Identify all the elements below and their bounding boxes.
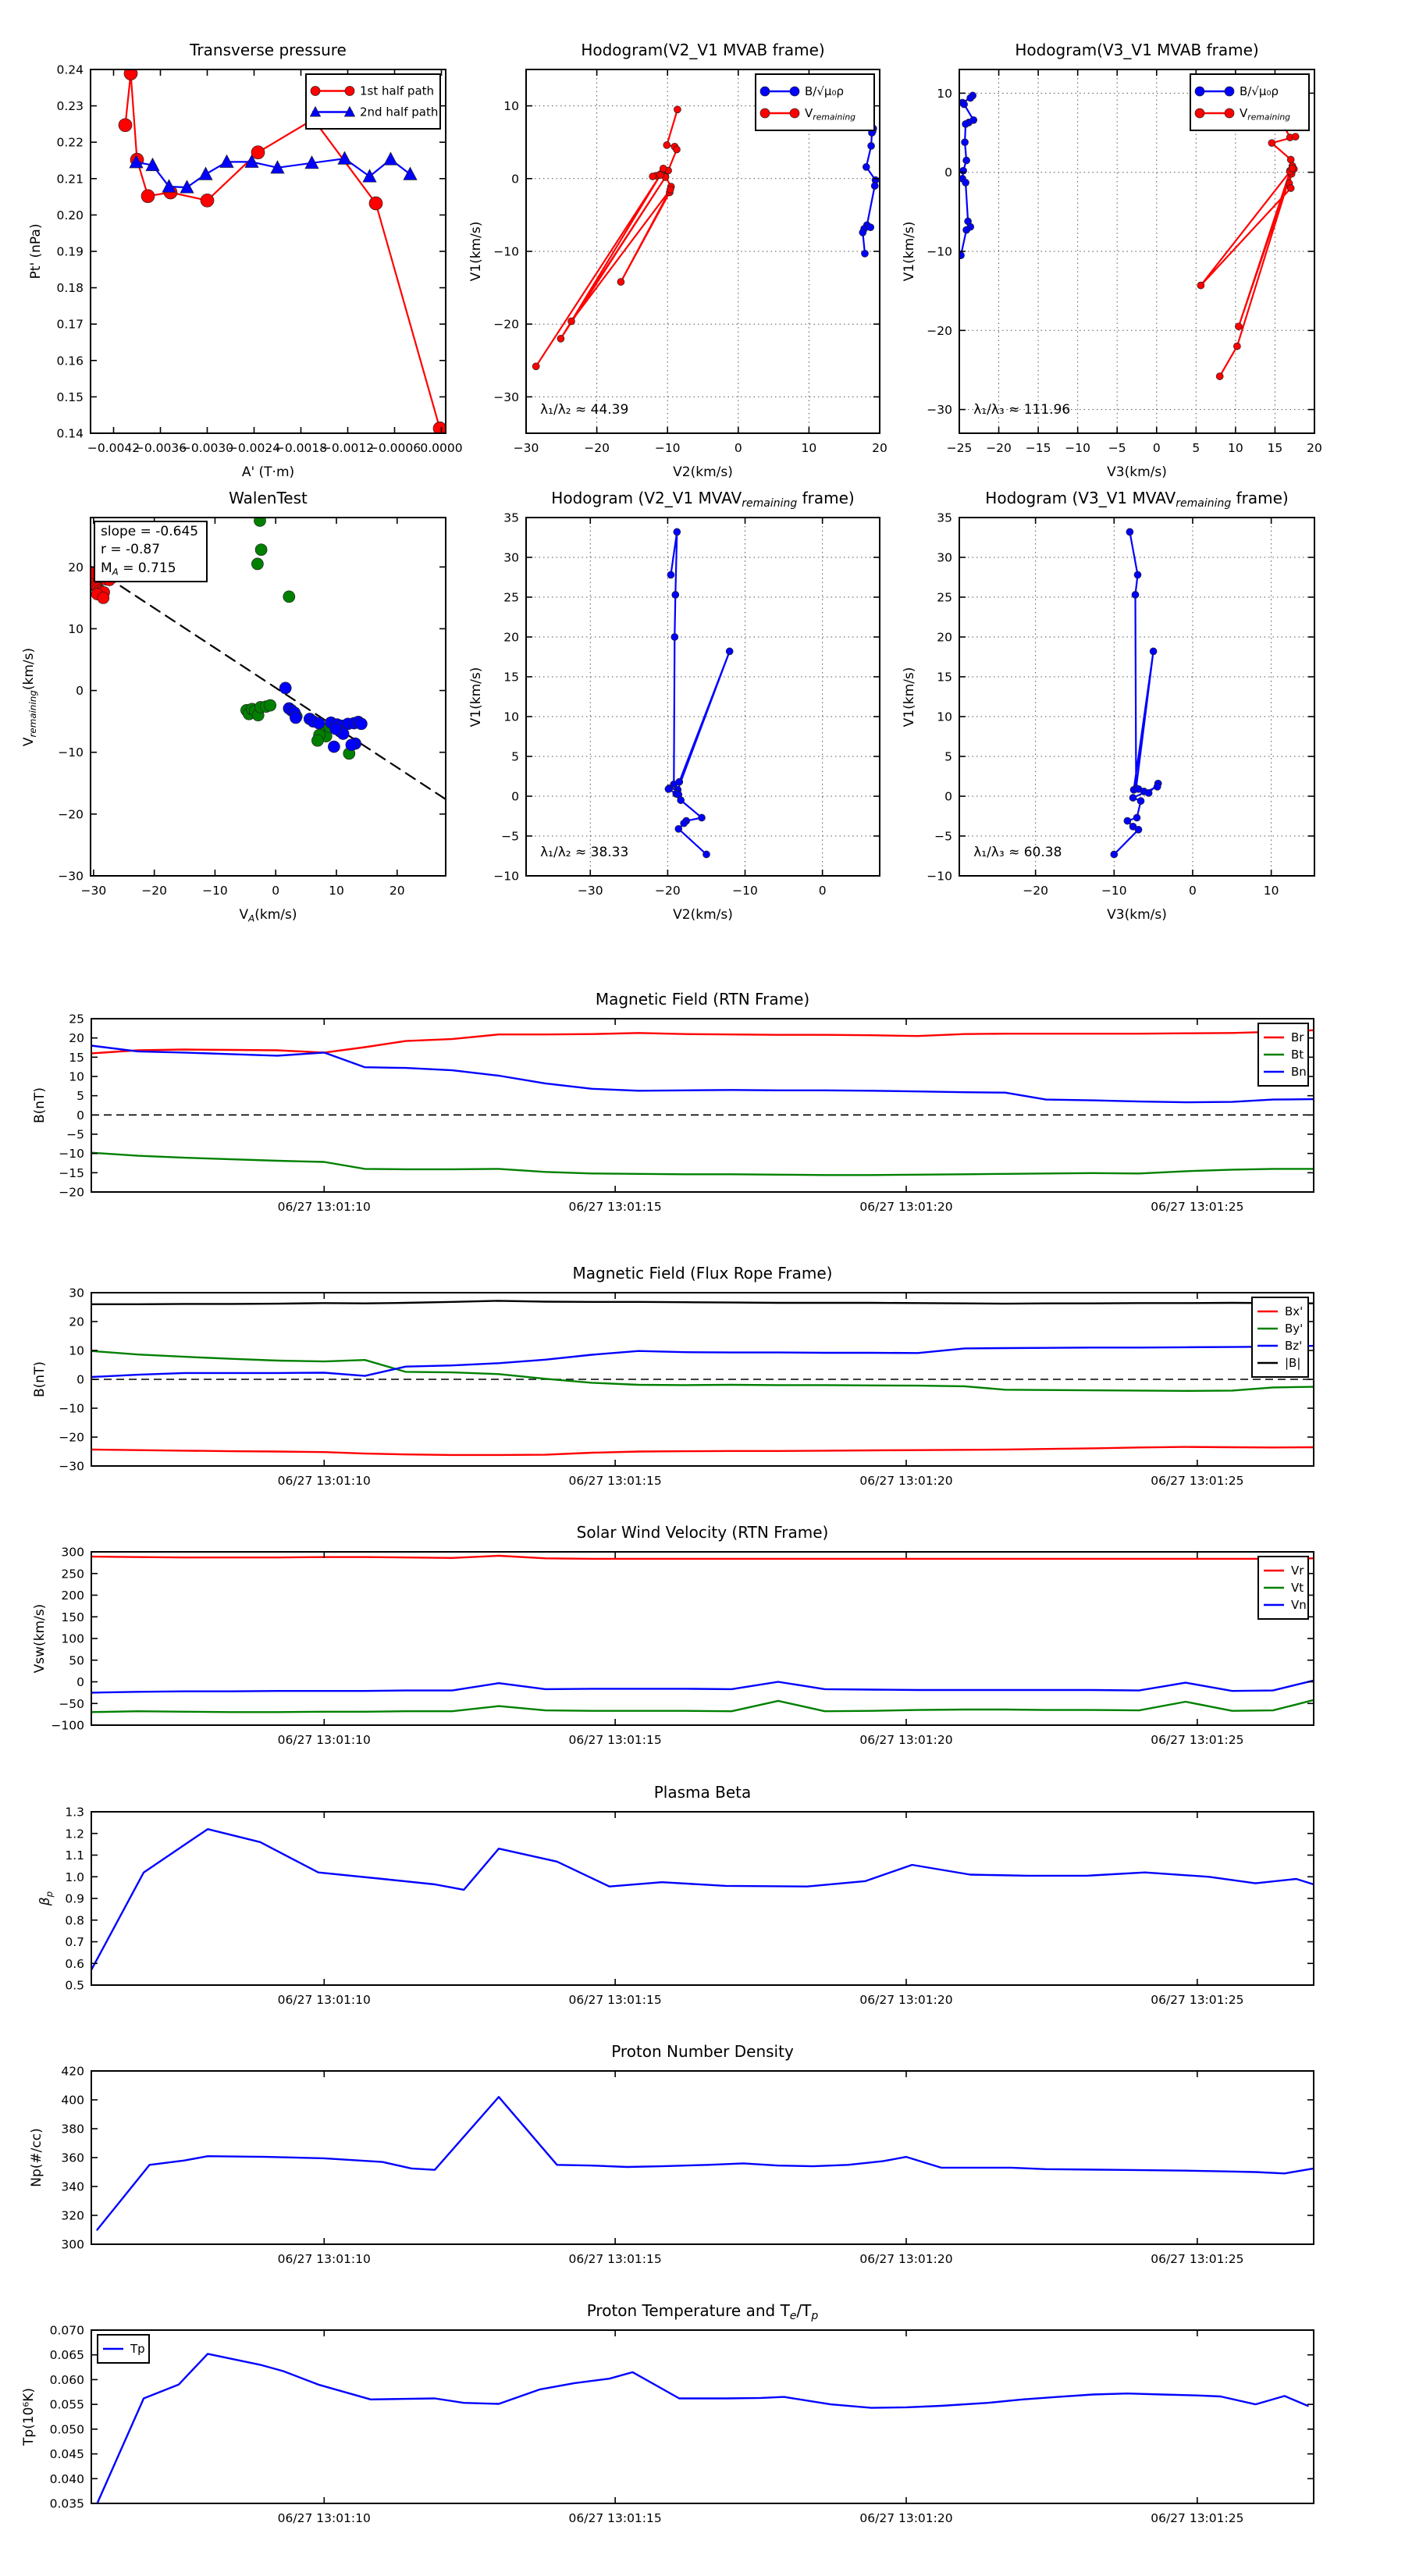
svg-text:−50: −50 bbox=[59, 1696, 84, 1711]
svg-text:35: 35 bbox=[937, 511, 952, 525]
svg-text:06/27 13:01:20: 06/27 13:01:20 bbox=[859, 2252, 953, 2266]
y-axis-label: Np(#/cc) bbox=[29, 2128, 44, 2187]
svg-text:340: 340 bbox=[61, 2179, 84, 2194]
svg-text:−10: −10 bbox=[493, 244, 519, 259]
svg-text:0.16: 0.16 bbox=[56, 354, 84, 368]
svg-text:0.035: 0.035 bbox=[49, 2496, 84, 2511]
plot-2 bbox=[927, 69, 1322, 455]
svg-text:0.9: 0.9 bbox=[65, 1891, 84, 1906]
svg-text:−10: −10 bbox=[654, 441, 681, 455]
svg-text:−25: −25 bbox=[946, 441, 973, 455]
svg-text:0.040: 0.040 bbox=[49, 2471, 84, 2486]
svg-text:0: 0 bbox=[511, 172, 519, 187]
svg-text:0.5: 0.5 bbox=[65, 1978, 84, 1993]
svg-text:−0.0042: −0.0042 bbox=[87, 441, 140, 455]
x-axis-label: A' (T·m) bbox=[241, 464, 295, 480]
plot-title-solar-wind-velocity: Solar Wind Velocity (RTN Frame) bbox=[576, 1523, 829, 1542]
svg-text:−0.0024: −0.0024 bbox=[227, 441, 281, 455]
svg-text:−20: −20 bbox=[141, 884, 168, 898]
svg-text:10: 10 bbox=[937, 710, 952, 724]
y-axis-label: Tp(10⁶K) bbox=[21, 2387, 37, 2446]
svg-text:0.7: 0.7 bbox=[65, 1935, 84, 1949]
svg-text:0: 0 bbox=[944, 789, 952, 804]
svg-text:0.045: 0.045 bbox=[49, 2447, 84, 2462]
svg-text:−10: −10 bbox=[58, 745, 84, 760]
svg-text:−30: −30 bbox=[493, 390, 519, 404]
svg-text:25: 25 bbox=[69, 1012, 84, 1026]
svg-text:06/27 13:01:20: 06/27 13:01:20 bbox=[859, 1733, 953, 1747]
svg-text:250: 250 bbox=[61, 1567, 84, 1582]
svg-text:06/27 13:01:25: 06/27 13:01:25 bbox=[1151, 2252, 1244, 2266]
plot-title-magnetic-field-rtn: Magnetic Field (RTN Frame) bbox=[595, 990, 810, 1009]
svg-text:06/27 13:01:20: 06/27 13:01:20 bbox=[859, 2511, 953, 2525]
svg-text:1.3: 1.3 bbox=[65, 1805, 84, 1820]
svg-text:20: 20 bbox=[69, 1315, 84, 1329]
plot-title-hodogram-v2v1-mvab: Hodogram(V2_V1 MVAB frame) bbox=[581, 41, 825, 59]
x-axis-label: V2(km/s) bbox=[673, 464, 733, 480]
svg-text:−100: −100 bbox=[51, 1718, 84, 1733]
svg-text:−30: −30 bbox=[80, 884, 107, 898]
svg-text:−5: −5 bbox=[934, 829, 952, 844]
plot-title-hodogram-v3v1-mvav: Hodogram (V3_V1 $MVAV_{remaining}$ frame) bbox=[985, 489, 1289, 511]
svg-text:10: 10 bbox=[1263, 884, 1279, 898]
plot-10 bbox=[61, 2065, 1314, 2267]
svg-text:−20: −20 bbox=[584, 441, 610, 455]
svg-text:10: 10 bbox=[503, 99, 519, 114]
svg-text:−0.0018: −0.0018 bbox=[274, 441, 328, 455]
svg-text:06/27 13:01:25: 06/27 13:01:25 bbox=[1151, 1733, 1244, 1747]
svg-text:30: 30 bbox=[503, 550, 519, 565]
svg-text:5: 5 bbox=[1192, 441, 1200, 455]
svg-text:Bn: Bn bbox=[1291, 1065, 1307, 1079]
lambda-ratio-annotation: λ₁/λ₂ ≈ 38.33 bbox=[540, 845, 629, 860]
plot-5 bbox=[927, 511, 1314, 898]
svg-text:380: 380 bbox=[61, 2122, 84, 2137]
svg-text:0: 0 bbox=[1152, 441, 1161, 455]
svg-text:06/27 13:01:20: 06/27 13:01:20 bbox=[859, 1993, 953, 2007]
svg-text:15: 15 bbox=[503, 670, 519, 685]
y-axis-label: V1(km/s) bbox=[468, 221, 484, 282]
svg-text:06/27 13:01:20: 06/27 13:01:20 bbox=[859, 1474, 953, 1488]
svg-text:0: 0 bbox=[76, 1108, 84, 1123]
svg-text:−0.0036: −0.0036 bbox=[133, 441, 187, 455]
plot-title-hodogram-v2v1-mvav: Hodogram (V2_V1 $MVAV_{remaining}$ frame) bbox=[551, 489, 855, 511]
svg-text:Vremaining: $V_{remaining}$ bbox=[1240, 106, 1291, 123]
svg-text:−10: −10 bbox=[59, 1401, 84, 1416]
svg-text:−30: −30 bbox=[577, 884, 603, 898]
walen-stats-box bbox=[94, 521, 208, 582]
svg-text:06/27 13:01:10: 06/27 13:01:10 bbox=[277, 1733, 371, 1747]
svg-text:0.065: 0.065 bbox=[49, 2348, 84, 2363]
svg-text:Vn: Vn bbox=[1291, 1598, 1307, 1612]
svg-text:0: 0 bbox=[511, 789, 519, 804]
svg-text:15: 15 bbox=[69, 1050, 84, 1065]
svg-text:0: 0 bbox=[272, 884, 280, 898]
svg-text:0: 0 bbox=[1189, 884, 1197, 898]
svg-text:0: 0 bbox=[818, 884, 827, 898]
svg-text:−10: −10 bbox=[202, 884, 228, 898]
svg-text:06/27 13:01:25: 06/27 13:01:25 bbox=[1151, 1474, 1244, 1488]
svg-text:−0.0006: −0.0006 bbox=[368, 441, 422, 455]
y-axis-label: $V_{remaining}(km/s)$ bbox=[21, 647, 38, 746]
svg-text:06/27 13:01:15: 06/27 13:01:15 bbox=[568, 1733, 662, 1747]
svg-text:420: 420 bbox=[61, 2064, 84, 2079]
svg-text:0.6: 0.6 bbox=[65, 1956, 84, 1971]
svg-text:−20: −20 bbox=[927, 323, 952, 338]
svg-text:−10: −10 bbox=[1065, 441, 1091, 455]
svg-text:−10: −10 bbox=[927, 244, 952, 259]
svg-text:0.0000: 0.0000 bbox=[420, 441, 463, 455]
svg-text:0.17: 0.17 bbox=[56, 317, 84, 332]
plot-title-plasma-beta: Plasma Beta bbox=[653, 1783, 752, 1802]
svg-text:1.2: 1.2 bbox=[65, 1827, 84, 1841]
svg-text:15: 15 bbox=[937, 670, 952, 685]
svg-text:−5: −5 bbox=[1108, 441, 1126, 455]
plot-title-transverse-pressure: Transverse pressure bbox=[190, 41, 347, 59]
walen-r: r = -0.87 bbox=[101, 542, 161, 558]
svg-text:300: 300 bbox=[61, 2237, 84, 2252]
plot-7 bbox=[59, 1286, 1314, 1489]
svg-text:Vr: Vr bbox=[1291, 1564, 1304, 1578]
svg-text:10: 10 bbox=[69, 1343, 84, 1358]
x-axis-label: V3(km/s) bbox=[1107, 907, 1167, 923]
svg-text:20: 20 bbox=[389, 884, 405, 898]
plot-11 bbox=[50, 2324, 1314, 2526]
svg-text:−20: −20 bbox=[986, 441, 1012, 455]
svg-text:360: 360 bbox=[61, 2151, 84, 2165]
svg-text:06/27 13:01:25: 06/27 13:01:25 bbox=[1151, 1993, 1244, 2007]
svg-text:−10: −10 bbox=[732, 884, 758, 898]
plot-title-magnetic-field-flux-rope: Magnetic Field (Flux Rope Frame) bbox=[572, 1264, 833, 1283]
svg-text:Bz': Bz' bbox=[1285, 1339, 1303, 1353]
svg-text:300: 300 bbox=[61, 1545, 84, 1560]
svg-text:35: 35 bbox=[503, 511, 519, 525]
svg-text:150: 150 bbox=[61, 1610, 84, 1624]
svg-text:|B|: |B| bbox=[1285, 1356, 1301, 1370]
svg-text:06/27 13:01:15: 06/27 13:01:15 bbox=[568, 2511, 662, 2525]
svg-text:0.18: 0.18 bbox=[56, 281, 84, 296]
svg-text:0.070: 0.070 bbox=[49, 2323, 84, 2338]
svg-text:0.14: 0.14 bbox=[56, 426, 84, 441]
svg-text:0: 0 bbox=[76, 684, 84, 699]
svg-text:0.15: 0.15 bbox=[56, 390, 84, 404]
svg-text:400: 400 bbox=[61, 2093, 84, 2108]
lambda-ratio-annotation: λ₁/λ₃ ≈ 111.96 bbox=[973, 402, 1071, 418]
y-axis-label: V1(km/s) bbox=[468, 667, 484, 727]
svg-text:−30: −30 bbox=[513, 441, 539, 455]
svg-text:−0.0030: −0.0030 bbox=[180, 441, 234, 455]
svg-text:0.8: 0.8 bbox=[65, 1913, 84, 1928]
svg-text:−20: −20 bbox=[1023, 884, 1049, 898]
svg-text:0.23: 0.23 bbox=[56, 99, 84, 114]
svg-text:0.21: 0.21 bbox=[56, 172, 84, 187]
svg-text:20: 20 bbox=[69, 1031, 84, 1046]
svg-text:0.060: 0.060 bbox=[49, 2372, 84, 2387]
svg-text:5: 5 bbox=[76, 1089, 84, 1104]
svg-text:10: 10 bbox=[329, 884, 344, 898]
svg-text:20: 20 bbox=[1307, 441, 1322, 455]
svg-text:25: 25 bbox=[503, 590, 519, 605]
svg-text:−5: −5 bbox=[66, 1127, 84, 1142]
svg-text:0: 0 bbox=[76, 1372, 84, 1387]
x-axis-label: $V_A(km/s)$ bbox=[239, 907, 297, 924]
svg-text:06/27 13:01:15: 06/27 13:01:15 bbox=[568, 1200, 662, 1214]
svg-text:0: 0 bbox=[76, 1675, 84, 1689]
svg-text:B/√μ₀ρ: B/√μ₀ρ bbox=[1240, 84, 1279, 98]
plot-title-proton-temperature: Proton Temperature and $T_e/T_p$ bbox=[586, 2301, 819, 2323]
plot-6 bbox=[59, 1012, 1314, 1215]
svg-text:0.20: 0.20 bbox=[56, 208, 84, 222]
svg-text:Bt: Bt bbox=[1291, 1048, 1304, 1062]
svg-text:10: 10 bbox=[1228, 441, 1243, 455]
svg-text:1st half path: 1st half path bbox=[360, 84, 435, 98]
svg-text:06/27 13:01:10: 06/27 13:01:10 bbox=[277, 1474, 371, 1488]
plot-4 bbox=[493, 511, 880, 898]
walen-ma: $M_A = 0.715$ bbox=[101, 560, 176, 578]
svg-text:0.19: 0.19 bbox=[56, 244, 84, 259]
svg-text:30: 30 bbox=[69, 1286, 84, 1300]
svg-text:06/27 13:01:20: 06/27 13:01:20 bbox=[859, 1200, 953, 1214]
svg-text:0: 0 bbox=[944, 165, 952, 180]
svg-text:10: 10 bbox=[937, 86, 952, 101]
svg-text:25: 25 bbox=[937, 590, 952, 605]
svg-text:Tp: Tp bbox=[130, 2342, 145, 2356]
svg-text:06/27 13:01:15: 06/27 13:01:15 bbox=[568, 1993, 662, 2007]
svg-text:−0.0012: −0.0012 bbox=[321, 441, 375, 455]
svg-text:06/27 13:01:10: 06/27 13:01:10 bbox=[277, 1993, 371, 2007]
svg-text:10: 10 bbox=[68, 621, 84, 636]
svg-text:1.0: 1.0 bbox=[65, 1870, 84, 1884]
y-axis-label: Vsw(km/s) bbox=[32, 1603, 48, 1674]
svg-text:−30: −30 bbox=[58, 869, 84, 884]
y-axis-label: Pt' (nPa) bbox=[28, 223, 44, 279]
svg-text:20: 20 bbox=[872, 441, 887, 455]
plot-1 bbox=[493, 69, 887, 455]
svg-text:06/27 13:01:15: 06/27 13:01:15 bbox=[568, 1474, 662, 1488]
y-axis-label: B(nT) bbox=[32, 1087, 48, 1124]
x-axis-label: V2(km/s) bbox=[673, 907, 733, 923]
y-axis-label: $\beta_p$ bbox=[37, 1891, 55, 1906]
svg-text:Vremaining: $V_{remaining}$ bbox=[805, 106, 856, 123]
svg-text:−20: −20 bbox=[59, 1430, 84, 1445]
plot-title-walen-test: WalenTest bbox=[229, 489, 308, 507]
svg-text:−20: −20 bbox=[655, 884, 681, 898]
svg-text:−10: −10 bbox=[59, 1147, 84, 1162]
svg-text:−30: −30 bbox=[59, 1459, 84, 1474]
svg-text:10: 10 bbox=[801, 441, 817, 455]
svg-text:10: 10 bbox=[503, 710, 519, 724]
svg-text:−10: −10 bbox=[927, 869, 952, 884]
svg-text:30: 30 bbox=[937, 550, 952, 565]
svg-text:50: 50 bbox=[69, 1653, 84, 1668]
svg-text:−15: −15 bbox=[1025, 441, 1051, 455]
svg-text:−20: −20 bbox=[58, 807, 84, 822]
svg-text:06/27 13:01:10: 06/27 13:01:10 bbox=[277, 2252, 371, 2266]
svg-text:−20: −20 bbox=[493, 317, 519, 332]
svg-text:200: 200 bbox=[61, 1589, 84, 1603]
svg-text:320: 320 bbox=[61, 2208, 84, 2223]
y-axis-label: V1(km/s) bbox=[902, 221, 917, 282]
plot-title-proton-density: Proton Number Density bbox=[611, 2042, 794, 2061]
svg-text:20: 20 bbox=[503, 630, 519, 645]
svg-text:20: 20 bbox=[68, 560, 84, 575]
svg-text:−10: −10 bbox=[493, 869, 519, 884]
svg-text:10: 10 bbox=[69, 1069, 84, 1084]
svg-text:0.22: 0.22 bbox=[56, 135, 84, 150]
svg-text:0.24: 0.24 bbox=[56, 62, 84, 77]
walen-slope: slope = -0.645 bbox=[101, 524, 199, 539]
plot-title-hodogram-v3v1-mvab: Hodogram(V3_V1 MVAB frame) bbox=[1015, 41, 1259, 59]
svg-text:−30: −30 bbox=[927, 403, 952, 418]
svg-text:0.050: 0.050 bbox=[49, 2422, 84, 2437]
svg-text:Bx': Bx' bbox=[1285, 1304, 1304, 1318]
svg-text:−10: −10 bbox=[1101, 884, 1127, 898]
svg-text:15: 15 bbox=[1267, 441, 1283, 455]
svg-text:0: 0 bbox=[734, 441, 742, 455]
svg-text:06/27 13:01:25: 06/27 13:01:25 bbox=[1151, 1200, 1244, 1214]
lambda-ratio-annotation: λ₁/λ₃ ≈ 60.38 bbox=[973, 845, 1062, 860]
svg-text:0.055: 0.055 bbox=[49, 2397, 84, 2412]
svg-text:1.1: 1.1 bbox=[65, 1848, 84, 1863]
svg-text:5: 5 bbox=[944, 749, 952, 764]
svg-text:06/27 13:01:25: 06/27 13:01:25 bbox=[1151, 2511, 1244, 2525]
svg-text:06/27 13:01:15: 06/27 13:01:15 bbox=[568, 2252, 662, 2266]
svg-text:06/27 13:01:10: 06/27 13:01:10 bbox=[277, 2511, 371, 2525]
svg-text:−20: −20 bbox=[59, 1185, 84, 1200]
plot-9 bbox=[65, 1806, 1314, 2008]
svg-text:B/√μ₀ρ: B/√μ₀ρ bbox=[805, 84, 844, 98]
plot-0 bbox=[56, 63, 462, 456]
y-axis-label: B(nT) bbox=[32, 1361, 48, 1398]
plot-8 bbox=[51, 1546, 1314, 1748]
svg-text:By': By' bbox=[1285, 1322, 1304, 1336]
svg-text:−15: −15 bbox=[59, 1165, 84, 1180]
svg-text:100: 100 bbox=[61, 1631, 84, 1646]
x-axis-label: V3(km/s) bbox=[1107, 464, 1167, 480]
svg-text:Vt: Vt bbox=[1291, 1581, 1304, 1595]
lambda-ratio-annotation: λ₁/λ₂ ≈ 44.39 bbox=[540, 402, 629, 418]
svg-text:06/27 13:01:10: 06/27 13:01:10 bbox=[277, 1200, 371, 1214]
svg-text:5: 5 bbox=[511, 749, 519, 764]
svg-text:Br: Br bbox=[1291, 1030, 1304, 1044]
svg-text:20: 20 bbox=[937, 630, 952, 645]
svg-text:2nd half path: 2nd half path bbox=[360, 105, 439, 119]
y-axis-label: V1(km/s) bbox=[902, 667, 917, 727]
svg-text:−5: −5 bbox=[501, 829, 519, 844]
